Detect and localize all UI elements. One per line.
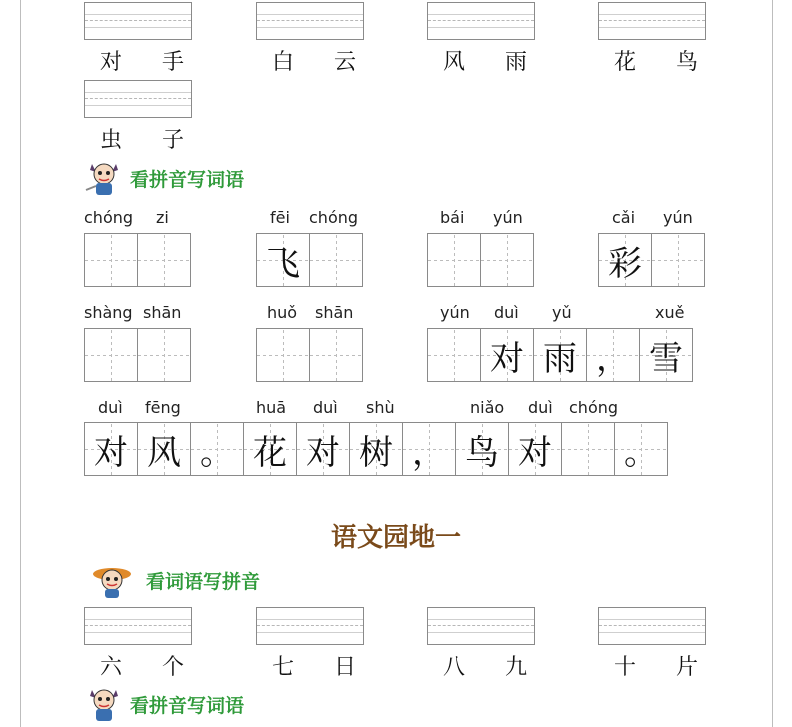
word-char: 花 bbox=[614, 50, 637, 75]
write-cell[interactable] bbox=[480, 233, 534, 287]
word-char: 虫 bbox=[100, 128, 123, 153]
word-char: 片 bbox=[675, 655, 698, 680]
cell-char: 花 bbox=[253, 432, 287, 473]
pinyin-label: shān bbox=[315, 303, 354, 322]
word-char: 九 bbox=[504, 655, 527, 680]
write-cell[interactable] bbox=[533, 328, 587, 382]
write-cell[interactable] bbox=[402, 422, 456, 476]
write-cell[interactable] bbox=[137, 233, 191, 287]
pinyin-label: zi bbox=[156, 208, 169, 227]
word-char: 八 bbox=[443, 655, 466, 680]
write-cell[interactable] bbox=[309, 328, 363, 382]
write-cell[interactable] bbox=[349, 422, 403, 476]
cell-char: 鸟 bbox=[465, 432, 499, 473]
cell-char: 对 bbox=[306, 432, 340, 473]
pinyin-box[interactable] bbox=[84, 607, 192, 645]
section-title-text: 看词语写拼音 bbox=[146, 570, 261, 593]
word-char: 鸟 bbox=[675, 50, 698, 75]
write-cell[interactable] bbox=[598, 233, 652, 287]
write-cell[interactable] bbox=[651, 233, 705, 287]
pinyin-label: duì bbox=[494, 303, 519, 322]
tianzige-group bbox=[256, 233, 362, 287]
pinyin-box[interactable] bbox=[598, 2, 706, 40]
write-cell[interactable] bbox=[256, 328, 310, 382]
cell-char: 雪 bbox=[649, 338, 683, 379]
cell-char: ， bbox=[596, 338, 630, 379]
word-char: 白 bbox=[272, 50, 295, 75]
word-pair bbox=[614, 650, 698, 681]
word-char: 十 bbox=[614, 655, 637, 680]
write-cell[interactable] bbox=[84, 233, 138, 287]
word-pair bbox=[272, 45, 356, 76]
pinyin-label: niǎo bbox=[470, 398, 505, 417]
pinyin-label: shù bbox=[366, 398, 395, 417]
page-border-right bbox=[772, 0, 773, 727]
cell-char: 对 bbox=[490, 338, 524, 379]
cell-char: 对 bbox=[94, 432, 128, 473]
word-char: 子 bbox=[161, 128, 184, 153]
write-cell[interactable] bbox=[256, 233, 310, 287]
pinyin-label: duì bbox=[98, 398, 123, 417]
write-cell[interactable] bbox=[137, 328, 191, 382]
word-pair bbox=[443, 45, 527, 76]
word-pair bbox=[100, 123, 184, 154]
pinyin-label: yún bbox=[493, 208, 523, 227]
pinyin-box[interactable] bbox=[427, 607, 535, 645]
pinyin-label: bái bbox=[440, 208, 465, 227]
word-char: 对 bbox=[100, 50, 123, 75]
cell-char: 。 bbox=[200, 432, 234, 473]
mascot-icon bbox=[84, 684, 124, 724]
write-cell[interactable] bbox=[427, 233, 481, 287]
cell-char: 。 bbox=[624, 432, 658, 473]
cell-char: 彩 bbox=[608, 243, 642, 284]
section-title bbox=[84, 560, 260, 600]
pinyin-label: xuě bbox=[655, 303, 685, 322]
word-char: 个 bbox=[161, 655, 184, 680]
pinyin-label: yún bbox=[663, 208, 693, 227]
pinyin-label: duì bbox=[528, 398, 553, 417]
pinyin-label: chóng bbox=[84, 208, 134, 227]
section-title bbox=[84, 684, 244, 724]
word-char: 日 bbox=[333, 655, 356, 680]
pinyin-box[interactable] bbox=[256, 2, 364, 40]
mascot-icon bbox=[84, 158, 124, 198]
cell-char: 对 bbox=[518, 432, 552, 473]
write-cell[interactable] bbox=[84, 422, 138, 476]
tianzige-group bbox=[84, 328, 190, 382]
cell-char: 树 bbox=[359, 432, 393, 473]
tianzige-group bbox=[256, 328, 362, 382]
word-pair bbox=[100, 650, 184, 681]
pinyin-label: cǎi bbox=[612, 208, 636, 227]
tianzige-group bbox=[84, 422, 667, 476]
write-cell[interactable] bbox=[586, 328, 640, 382]
section-title-text: 看拼音写词语 bbox=[130, 168, 245, 191]
word-char: 手 bbox=[161, 50, 184, 75]
pinyin-label: yǔ bbox=[552, 303, 572, 322]
pinyin-label: shān bbox=[143, 303, 182, 322]
pinyin-box[interactable] bbox=[256, 607, 364, 645]
tianzige-group bbox=[427, 328, 692, 382]
cell-char: 雨 bbox=[543, 338, 577, 379]
pinyin-label: yún bbox=[440, 303, 470, 322]
tianzige-group bbox=[427, 233, 533, 287]
word-pair bbox=[100, 45, 184, 76]
word-char: 雨 bbox=[504, 50, 527, 75]
pinyin-label: fēi bbox=[270, 208, 290, 227]
pinyin-label: duì bbox=[313, 398, 338, 417]
pinyin-box[interactable] bbox=[84, 80, 192, 118]
section-title-text: 看拼音写词语 bbox=[130, 694, 245, 717]
pinyin-label: chóng bbox=[309, 208, 359, 227]
tianzige-group bbox=[598, 233, 704, 287]
write-cell[interactable] bbox=[243, 422, 297, 476]
word-char: 六 bbox=[100, 655, 123, 680]
word-pair bbox=[443, 650, 527, 681]
pinyin-box[interactable] bbox=[84, 2, 192, 40]
write-cell[interactable] bbox=[84, 328, 138, 382]
page-border-left bbox=[20, 0, 21, 727]
write-cell[interactable] bbox=[137, 422, 191, 476]
cell-char: 飞 bbox=[266, 243, 300, 284]
mascot-icon bbox=[84, 560, 140, 600]
word-char: 云 bbox=[333, 50, 356, 75]
write-cell[interactable] bbox=[508, 422, 562, 476]
pinyin-label: fēng bbox=[145, 398, 181, 417]
pinyin-label: chóng bbox=[569, 398, 619, 417]
word-pair bbox=[614, 45, 698, 76]
pinyin-box[interactable] bbox=[427, 2, 535, 40]
write-cell[interactable] bbox=[190, 422, 244, 476]
write-cell[interactable] bbox=[480, 328, 534, 382]
write-cell[interactable] bbox=[296, 422, 350, 476]
unit-title: 语文园地一 bbox=[330, 523, 461, 553]
write-cell[interactable] bbox=[614, 422, 668, 476]
pinyin-label: huǒ bbox=[267, 303, 298, 322]
pinyin-label: shàng bbox=[84, 303, 133, 322]
write-cell[interactable] bbox=[309, 233, 363, 287]
pinyin-label: huā bbox=[256, 398, 287, 417]
write-cell[interactable] bbox=[427, 328, 481, 382]
write-cell[interactable] bbox=[455, 422, 509, 476]
pinyin-box[interactable] bbox=[598, 607, 706, 645]
write-cell[interactable] bbox=[639, 328, 693, 382]
cell-char: 风 bbox=[147, 432, 181, 473]
section-title bbox=[84, 158, 244, 198]
cell-char: ， bbox=[412, 432, 446, 473]
tianzige-group bbox=[84, 233, 190, 287]
word-char: 风 bbox=[443, 50, 466, 75]
write-cell[interactable] bbox=[561, 422, 615, 476]
word-pair bbox=[272, 650, 356, 681]
word-char: 七 bbox=[272, 655, 295, 680]
